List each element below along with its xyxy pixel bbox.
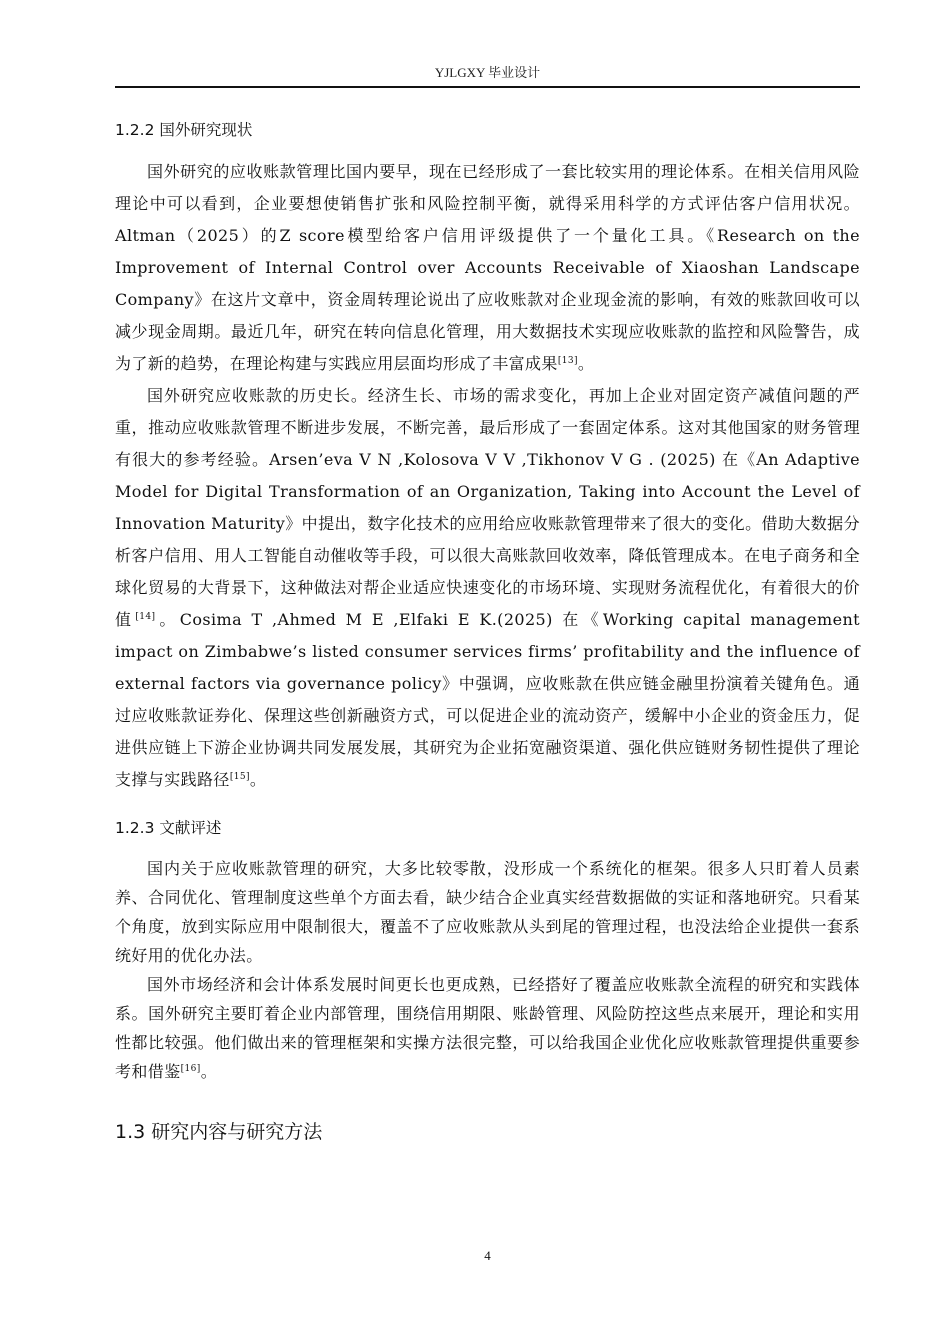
paragraph-text: 国外研究的应收账款管理比国内要早，现在已经形成了一套比较实用的理论体系。在相关信用风险理论中可以看到，企业要想使销售扩张和风险控制平衡，就得采用科学的方式评估客户信用状况。Altman（2025）的Z score模型给客户信用评级提供了一个量化工具。《Research on the Improvement of Internal Control over Accounts Receivable of Xiaoshan Landscape Company》在这片文章中，资金周转理论说出了应收账款对企业现金流的影响，有效的账款回收可以减少现金周期。最近几年，研究在转向信息化管理，用大数据技术实现应收账款的监控和风险警告，成为了新的趋势，在理论构建与实践应用层面均形成了丰富成果 (115, 162, 860, 373)
citation-ref: [15] (229, 772, 250, 782)
page-header: YJLGXY 毕业设计 (434, 65, 541, 80)
citation-ref: [13] (557, 356, 578, 366)
header-divider (115, 86, 860, 88)
citation-ref: [16] (180, 1064, 201, 1074)
section-heading-1-2-2: 1.2.2 国外研究现状 (115, 121, 253, 139)
paragraph (115, 970, 860, 1086)
paragraph (115, 380, 860, 796)
section-heading-1-3: 1.3 研究内容与研究方法 (115, 1121, 323, 1143)
paragraph-text: 国外市场经济和会计体系发展时间更长也更成熟，已经搭好了覆盖应收账款全流程的研究和实践体系。国外研究主要盯着企业内部管理，围绕信用期限、账龄管理、风险防控这些点来展开，理论和实用性都比较强。他们做出来的管理框架和实操方法很完整，可以给我国企业优化应收账款管理提供重要参考和借鉴 (115, 975, 860, 1081)
paragraph-end: 。 (200, 1062, 218, 1081)
paragraph (115, 156, 860, 380)
paragraph (115, 854, 860, 970)
paragraph-text: 国内关于应收账款管理的研究，大多比较零散，没形成一个系统化的框架。很多人只盯着人员素养、合同优化、管理制度这些单个方面去看，缺少结合企业真实经营数据做的实证和落地研究。只看某个角度，放到实际应用中限制很大，覆盖不了应收账款从头到尾的管理过程，也没法给企业提供一套系统好用的优化办法。 (115, 859, 860, 965)
citation-ref: [14] (135, 612, 156, 622)
page-number: 4 (484, 1248, 491, 1263)
section-heading-1-2-3: 1.2.3 文献评述 (115, 819, 222, 837)
paragraph-text: 国外研究应收账款的历史长。经济生长、市场的需求变化，再加上企业对固定资产减值问题的严重，推动应收账款管理不断进步发展，不断完善，最后形成了一套固定体系。这对其他国家的财务管理有很大的参考经验。Arsen’eva V N ,Kolosova V V ,Tikhonov V G . (2025) 在《An Adaptive Model for Digital Transformation of an Organization, Taking into Account the Level of Innovation Maturity》中提出，数字化技术的应用给应收账款管理带来了很大的变化。借助大数据分析客户信用、用人工智能自动催收等手段，可以很大高账款回收效率，降低管理成本。在电子商务和全球化贸易的大背景下，这种做法对帮企业适应快速变化的市场环境、实现财务流程优化，有着很大的价值 (115, 386, 860, 629)
paragraph-end: 。 (249, 770, 267, 789)
document-body (115, 114, 860, 1146)
paragraph-end: 。 (577, 354, 595, 373)
paragraph-text: 。Cosima T ,Ahmed M E ,Elfaki E K.(2025) 在《Working capital management impact on Zimbabwe’s listed consumer services firms’ profitability and the influence of external factors via governance policy》中强调，应收账款在供应链金融里扮演着关键角色。通过应收账款证券化、保理这些创新融资方式，可以促进企业的流动资产，缓解中小企业的资金压力，促进供应链上下游企业协调共同发展发展，其研究为企业拓宽融资渠道、强化供应链财务韧性提供了理论支撑与实践路径 (115, 610, 860, 789)
